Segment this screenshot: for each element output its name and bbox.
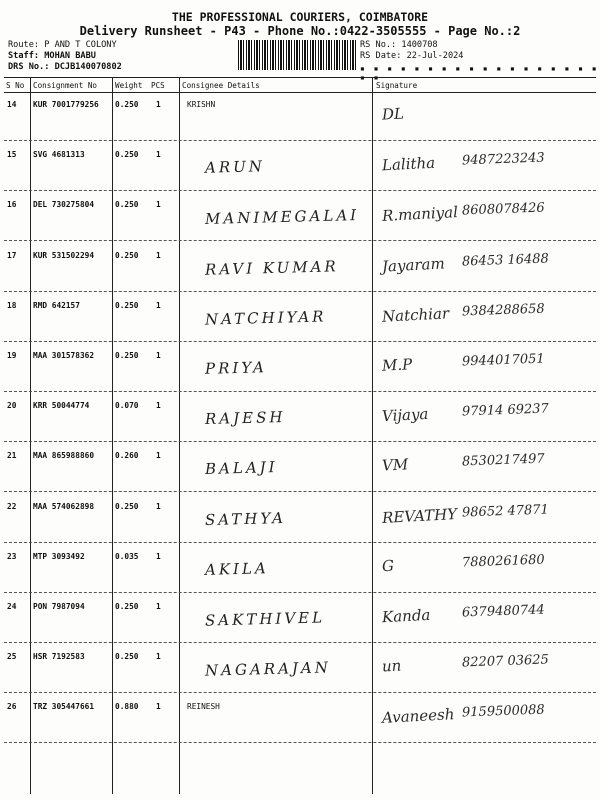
- col-divider: [179, 77, 180, 794]
- row-separator: [4, 441, 596, 442]
- row-consignee-handwritten: NATCHIYAR: [204, 307, 327, 329]
- row-consignment: MTP 3093492: [33, 552, 85, 561]
- row-phone: 6379480744: [461, 602, 545, 621]
- row-weight: 0.880: [115, 702, 139, 711]
- row-weight: 0.035: [115, 552, 139, 561]
- row-separator: [4, 592, 596, 593]
- row-weight: 0.250: [115, 150, 139, 159]
- row-phone: 98652 47871: [461, 502, 550, 521]
- row-weight: 0.250: [115, 200, 139, 209]
- row-signature: G: [381, 556, 395, 576]
- row-consignment: KUR 531502294: [33, 251, 95, 260]
- row-consignment: TRZ 305447661: [33, 702, 95, 711]
- drs-number: DRS No.: DCJB140070802: [8, 62, 122, 72]
- row-consignee-printed: REINESH: [187, 702, 220, 711]
- row-pcs: 1: [156, 301, 161, 310]
- row-phone: 9384288658: [461, 301, 545, 320]
- row-sno: 22: [7, 502, 17, 511]
- row-consignee-handwritten: RAVI KUMAR: [204, 257, 339, 279]
- row-signature: Jayaram: [381, 254, 446, 276]
- row-weight: 0.250: [115, 652, 139, 661]
- row-pcs: 1: [156, 150, 161, 159]
- row-consignment: KUR 7001779256: [33, 100, 99, 109]
- row-sno: 15: [7, 150, 17, 159]
- table-top-rule: [4, 77, 596, 78]
- row-sno: 19: [7, 351, 17, 360]
- row-separator: [4, 240, 596, 241]
- barcode: [238, 40, 356, 70]
- row-phone: 9159500088: [461, 702, 545, 721]
- row-weight: 0.250: [115, 502, 139, 511]
- row-separator: [4, 391, 596, 392]
- row-weight: 0.250: [115, 351, 139, 360]
- route-label: Route: P AND T COLONY: [8, 40, 117, 50]
- row-separator: [4, 642, 596, 643]
- row-pcs: 1: [156, 401, 161, 410]
- rs-date: RS Date: 22-Jul-2024: [360, 51, 464, 61]
- table-header-rule: [4, 92, 596, 93]
- barcode-tail: ▪ ▪ ▪ ▪ ▪ ▪ ▪ ▪ ▪ ▪ ▪ ▪ ▪ ▪ ▪ ▪ ▪ ▪ ▪ ▪: [360, 64, 599, 82]
- row-sno: 14: [7, 100, 17, 109]
- staff-label: Staff: MOHAN BABU: [8, 51, 96, 61]
- row-signature: Vijaya: [381, 404, 429, 426]
- row-signature: Natchiar: [381, 304, 450, 326]
- row-sno: 26: [7, 702, 17, 711]
- row-separator: [4, 542, 596, 543]
- row-weight: 0.260: [115, 451, 139, 460]
- row-separator: [4, 190, 596, 191]
- row-signature: Avaneesh: [381, 705, 455, 727]
- row-weight: 0.250: [115, 301, 139, 310]
- row-signature: VM: [381, 455, 409, 475]
- row-pcs: 1: [156, 351, 161, 360]
- row-separator: [4, 491, 596, 492]
- row-pcs: 1: [156, 502, 161, 511]
- row-phone: 8608078426: [461, 200, 545, 219]
- row-consignee-handwritten: PRIYA: [204, 358, 268, 378]
- row-consignee-handwritten: ARUN: [204, 157, 266, 177]
- row-consignee-handwritten: SATHYA: [204, 508, 287, 530]
- row-sno: 25: [7, 652, 17, 661]
- row-consignment: HSR 7192583: [33, 652, 85, 661]
- row-consignee-handwritten: MANIMEGALAI: [204, 205, 360, 229]
- row-phone: 9487223243: [461, 150, 545, 169]
- row-signature: M.P: [381, 355, 413, 375]
- row-phone: 86453 16488: [461, 251, 550, 270]
- row-consignment: MAA 865988860: [33, 451, 95, 460]
- row-phone: 97914 69237: [461, 401, 550, 420]
- row-sno: 18: [7, 301, 17, 310]
- row-pcs: 1: [156, 200, 161, 209]
- row-consignee-handwritten: RAJESH: [204, 407, 286, 429]
- company-title: THE PROFESSIONAL COURIERS, COIMBATORE: [171, 10, 429, 24]
- row-consignee-handwritten: BALAJI: [204, 458, 278, 478]
- row-pcs: 1: [156, 652, 161, 661]
- col-divider: [372, 77, 373, 794]
- row-sno: 20: [7, 401, 17, 410]
- col-signature: Signature: [376, 81, 418, 90]
- row-sno: 24: [7, 602, 17, 611]
- row-separator: [4, 291, 596, 292]
- row-signature: un: [381, 656, 402, 676]
- col-weight: Weight: [115, 81, 143, 90]
- row-separator: [4, 742, 596, 743]
- row-signature: Lalitha: [381, 153, 436, 175]
- col-sno: S No: [6, 81, 25, 90]
- row-consignment: MAA 301578362: [33, 351, 95, 360]
- row-pcs: 1: [156, 251, 161, 260]
- row-weight: 0.250: [115, 602, 139, 611]
- row-pcs: 1: [156, 702, 161, 711]
- row-consignee-handwritten: SAKTHIVEL: [204, 608, 326, 630]
- col-divider: [112, 77, 113, 794]
- row-signature: R.maniyal: [381, 203, 459, 225]
- row-phone: 82207 03625: [461, 652, 550, 671]
- row-sno: 23: [7, 552, 17, 561]
- row-weight: 0.250: [115, 251, 139, 260]
- row-pcs: 1: [156, 602, 161, 611]
- row-phone: 7880261680: [461, 552, 545, 571]
- row-consignee-printed: KRISHN: [187, 100, 216, 109]
- row-separator: [4, 692, 596, 693]
- row-pcs: 1: [156, 451, 161, 460]
- row-signature: REVATHY: [381, 505, 458, 527]
- col-consignee: Consignee Details: [182, 81, 260, 90]
- row-separator: [4, 341, 596, 342]
- row-separator: [4, 140, 596, 141]
- row-weight: 0.250: [115, 100, 139, 109]
- row-phone: 8530217497: [461, 451, 545, 470]
- row-sno: 17: [7, 251, 17, 260]
- row-consignee-handwritten: AKILA: [204, 559, 269, 579]
- row-signature: Kanda: [381, 605, 431, 627]
- row-consignment: PON 7987094: [33, 602, 85, 611]
- col-consignment: Consignment No: [33, 81, 98, 90]
- row-phone: 9944017051: [461, 351, 545, 370]
- col-pcs: PCS: [151, 81, 165, 90]
- row-consignment: SVG 4681313: [33, 150, 85, 159]
- row-pcs: 1: [156, 100, 161, 109]
- rs-number: RS No.: 1400708: [360, 40, 438, 50]
- row-consignment: RMD 642157: [33, 301, 80, 310]
- row-weight: 0.070: [115, 401, 139, 410]
- row-consignment: KRR 50044774: [33, 401, 90, 410]
- row-sno: 16: [7, 200, 17, 209]
- runsheet-title: Delivery Runsheet - P43 - Phone No.:0422-3505555 - Page No.:2: [79, 24, 521, 38]
- col-divider: [30, 77, 31, 794]
- row-signature: DL: [381, 104, 405, 124]
- row-sno: 21: [7, 451, 17, 460]
- row-consignee-handwritten: NAGARAJAN: [204, 658, 332, 680]
- row-consignment: MAA 574062898: [33, 502, 95, 511]
- row-pcs: 1: [156, 552, 161, 561]
- row-consignment: DEL 730275804: [33, 200, 95, 209]
